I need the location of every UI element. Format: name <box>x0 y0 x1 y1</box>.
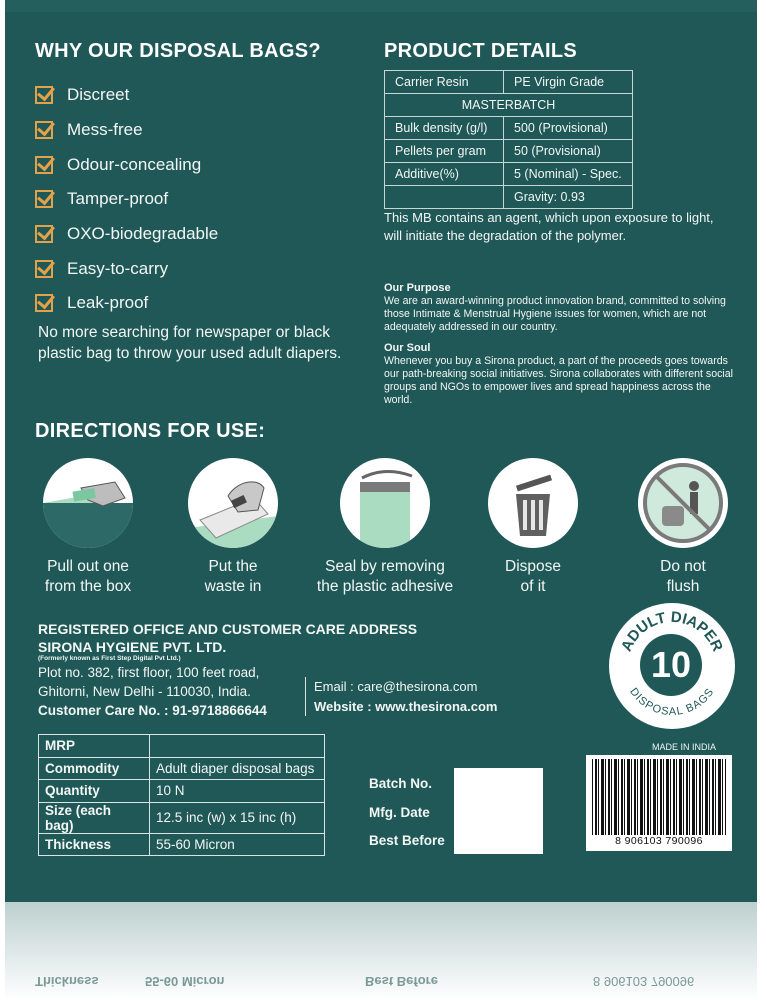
email: Email : care@thesirona.com <box>314 679 478 694</box>
pd-label: Carrier Resin <box>385 71 504 94</box>
barcode <box>586 755 732 851</box>
reflection-text: Best Before <box>365 974 438 989</box>
benefit-item <box>35 78 218 113</box>
best-before-label: Best Before <box>369 833 445 848</box>
checkbox-icon <box>35 156 53 174</box>
reflection-text: Thickness <box>35 974 99 989</box>
contact-info <box>305 677 497 716</box>
direction-step <box>315 458 455 597</box>
benefit-item <box>35 217 218 252</box>
direction-step <box>18 458 158 597</box>
spec-row: Commodity Adult diaper disposal bags <box>39 757 325 780</box>
svg-text:ADULT DIAPER: ADULT DIAPER <box>618 608 726 655</box>
product-details-heading: PRODUCT DETAILS <box>384 40 578 62</box>
customer-care: Customer Care No. : 91-9718866644 <box>38 703 267 718</box>
address-line: Plot no. 382, first floor, 100 feet road, <box>38 665 260 680</box>
direction-step <box>613 458 753 597</box>
pd-value: Gravity: 0.93 <box>504 186 633 209</box>
direction-label: Dispose of it <box>505 558 561 595</box>
benefit-label: Leak-proof <box>67 293 149 313</box>
checkbox-icon <box>35 260 53 278</box>
seal-bag-icon <box>340 458 430 548</box>
product-box-back <box>5 0 757 902</box>
barcode-bars <box>592 759 726 835</box>
checkbox-icon <box>35 86 53 104</box>
pd-label: Additive(%) <box>385 163 504 186</box>
benefit-item <box>35 113 218 148</box>
benefit-item <box>35 182 218 217</box>
checkbox-icon <box>35 190 53 208</box>
address-title: REGISTERED OFFICE AND CUSTOMER CARE ADDRESS <box>38 621 418 637</box>
benefit-item <box>35 147 218 182</box>
spec-row: Size (each bag) 12.5 inc (w) x 15 inc (h) <box>39 802 325 833</box>
benefits-list <box>35 78 218 321</box>
pd-empty <box>385 186 504 209</box>
spec-row: Thickness 55-60 Micron <box>39 833 325 856</box>
address-line: Ghitorni, New Delhi - 110030, India. <box>38 684 251 699</box>
masterbatch-note: This MB contains an agent, which upon exposure to light, will initiate the degradation of the polymer. <box>384 210 714 243</box>
benefit-label: OXO-biodegradable <box>67 224 219 244</box>
product-details-table <box>384 70 633 209</box>
benefits-heading: WHY OUR DISPOSAL BAGS? <box>35 40 321 62</box>
soul-title: Our Soul <box>384 342 431 354</box>
spec-table <box>38 734 325 856</box>
reflection-text: 8 906103 790096 <box>593 974 695 989</box>
benefit-label: Easy-to-carry <box>67 258 169 278</box>
hand-pull-bag-icon <box>43 458 133 548</box>
pd-value: 5 (Nominal) - Spec. <box>504 163 633 186</box>
brand-story <box>384 282 734 407</box>
checkbox-icon <box>35 294 53 312</box>
pd-value: PE Virgin Grade <box>504 71 633 94</box>
pd-value: 500 (Provisional) <box>504 117 633 140</box>
purpose-text: We are an award-winning product innovation brand, committed to solving those Intimate & Menstrual Hygiene issues for women, which are not adequately addressed in our country. <box>384 295 726 333</box>
benefit-label: Tamper-proof <box>67 189 169 209</box>
direction-step <box>163 458 303 597</box>
direction-label: Seal by removing the plastic adhesive <box>316 558 454 595</box>
surface-reflection <box>5 902 757 1000</box>
pd-label: Bulk density (g/l) <box>385 117 504 140</box>
benefit-item <box>35 286 218 321</box>
formerly-known: (Formerly known as First Step Digital Pvt Ltd.) <box>38 655 181 662</box>
pd-value: 50 (Provisional) <box>504 140 633 163</box>
benefits-note: No more searching for newspaper or black plastic bag to throw your used adult diapers. <box>38 324 342 362</box>
directions-heading: DIRECTIONS FOR USE: <box>35 420 266 442</box>
mfg-date-label: Mfg. Date <box>369 804 430 820</box>
count-seal <box>609 603 735 729</box>
insert-waste-icon <box>188 458 278 548</box>
barcode-number: 8 906103 790096 <box>615 835 703 847</box>
reflection-text: 55-60 Micron <box>145 974 225 989</box>
no-flush-icon <box>638 458 728 548</box>
pd-masterbatch: MASTERBATCH <box>385 94 633 117</box>
benefit-label: Discreet <box>67 85 130 105</box>
direction-label: Pull out one from the box <box>44 558 132 595</box>
made-in: MADE IN INDIA <box>652 742 717 752</box>
company-name: SIRONA HYGIENE PVT. LTD. <box>38 639 227 655</box>
batch-no-label: Batch No. <box>369 776 433 791</box>
benefit-item <box>35 251 218 286</box>
website: Website : www.thesirona.com <box>314 698 498 714</box>
trash-bin-icon <box>488 458 578 548</box>
seal-number: 10 <box>640 634 702 696</box>
svg-text:DISPOSAL BAGS: DISPOSAL BAGS <box>627 685 717 719</box>
benefit-label: Mess-free <box>67 120 143 140</box>
benefit-label: Odour-concealing <box>67 154 202 174</box>
batch-print-area <box>454 768 543 854</box>
purpose-title: Our Purpose <box>384 282 451 294</box>
soul-text: Whenever you buy a Sirona product, a part of the proceeds goes towards our path-breaking social initiatives. Sirona collaborates with different social groups and NGOs to empower lives and spread happiness across the world. <box>384 355 733 406</box>
direction-step <box>463 458 603 597</box>
direction-label: Do not flush <box>660 558 706 595</box>
checkbox-icon <box>35 225 53 243</box>
box-top-edge <box>5 0 757 12</box>
batch-labels <box>369 770 445 856</box>
direction-label: Put the waste in <box>204 558 262 595</box>
spec-row: Quantity 10 N <box>39 780 325 803</box>
checkbox-icon <box>35 121 53 139</box>
spec-row: MRP <box>39 735 325 758</box>
pd-label: Pellets per gram <box>385 140 504 163</box>
